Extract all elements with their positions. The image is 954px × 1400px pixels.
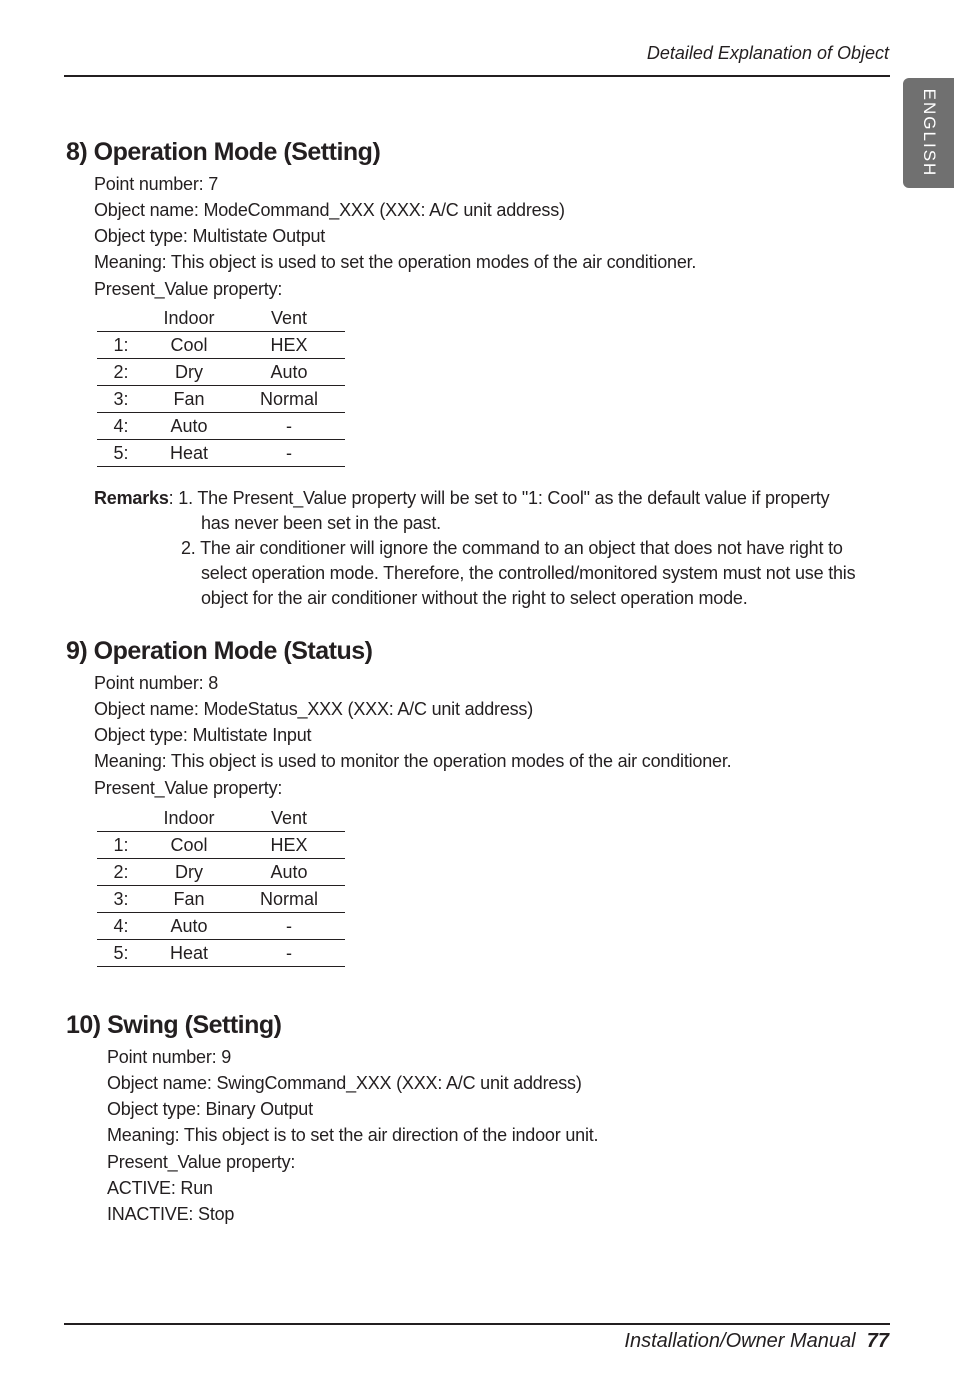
table-row: 3: Fan Normal — [97, 386, 345, 413]
col-header: Vent — [270, 307, 308, 328]
language-tab — [903, 78, 954, 188]
table-row: 2: Dry Auto — [97, 859, 345, 886]
text-line: select operation mode. Therefore, the controlled/monitored system must not use this — [201, 563, 856, 583]
text-line: Point number: 9 — [107, 1047, 232, 1067]
text-line: Meaning: This object is used to monitor the operation modes of the air conditioner. — [94, 751, 732, 771]
header-rule — [64, 75, 890, 77]
section-heading: 8) Operation Mode (Setting) — [66, 138, 381, 166]
table-row: 1: Cool HEX — [97, 832, 345, 859]
section-heading: 9) Operation Mode (Status) — [66, 637, 373, 665]
text-line: Present_Value property: — [94, 778, 283, 798]
col-header: Vent — [270, 807, 308, 828]
table-row: 3: Fan Normal — [97, 886, 345, 913]
table-row: 5: Heat - — [97, 940, 345, 967]
mode-table — [97, 305, 345, 467]
text-line: Object name: ModeCommand_XXX (XXX: A/C unit address) — [94, 200, 565, 220]
text-line: Object type: Binary Output — [107, 1099, 313, 1119]
mode-table — [97, 805, 345, 967]
remarks-line: Remarks: 1. The Present_Value property will be set to "1: Cool" as the default value if property — [94, 488, 830, 508]
table-row: 1: Cool HEX — [97, 332, 345, 359]
section-heading: 10) Swing (Setting) — [66, 1011, 282, 1039]
table-row: 4: Auto - — [97, 413, 345, 440]
table-row: 4: Auto - — [97, 913, 345, 940]
page-footer — [624, 1330, 889, 1353]
text-line: Point number: 7 — [94, 174, 219, 194]
col-header: Indoor — [163, 807, 215, 828]
text-line: INACTIVE: Stop — [107, 1204, 235, 1224]
footer-rule — [64, 1323, 890, 1325]
text-line: has never been set in the past. — [201, 513, 441, 533]
text-line: Object name: SwingCommand_XXX (XXX: A/C unit address) — [107, 1073, 582, 1093]
col-header: Indoor — [163, 307, 215, 328]
text-line: ACTIVE: Run — [107, 1178, 213, 1198]
table-row: 5: Heat - — [97, 440, 345, 467]
manual-title: Installation/Owner Manual — [624, 1330, 856, 1352]
page-number: 77 — [866, 1330, 889, 1352]
remarks-line: 2. The air conditioner will ignore the command to an object that does not have right to — [181, 538, 843, 558]
text-line: Present_Value property: — [94, 279, 283, 299]
running-header: Detailed Explanation of Object — [646, 43, 889, 63]
language-tab-label: ENGLISH — [919, 88, 939, 178]
text-line: Point number: 8 — [94, 673, 219, 693]
text-line: object for the air conditioner without the right to select operation mode. — [201, 588, 748, 608]
table-row: 2: Dry Auto — [97, 359, 345, 386]
text-line: Object type: Multistate Output — [94, 226, 326, 246]
text-line: Object name: ModeStatus_XXX (XXX: A/C unit address) — [94, 699, 534, 719]
text-line: Meaning: This object is used to set the operation modes of the air conditioner. — [94, 252, 697, 272]
text-line: Meaning: This object is to set the air direction of the indoor unit. — [107, 1125, 599, 1145]
remarks-label: Remarks — [94, 488, 169, 508]
text-line: Object type: Multistate Input — [94, 725, 312, 745]
text-line: Present_Value property: — [107, 1152, 296, 1172]
